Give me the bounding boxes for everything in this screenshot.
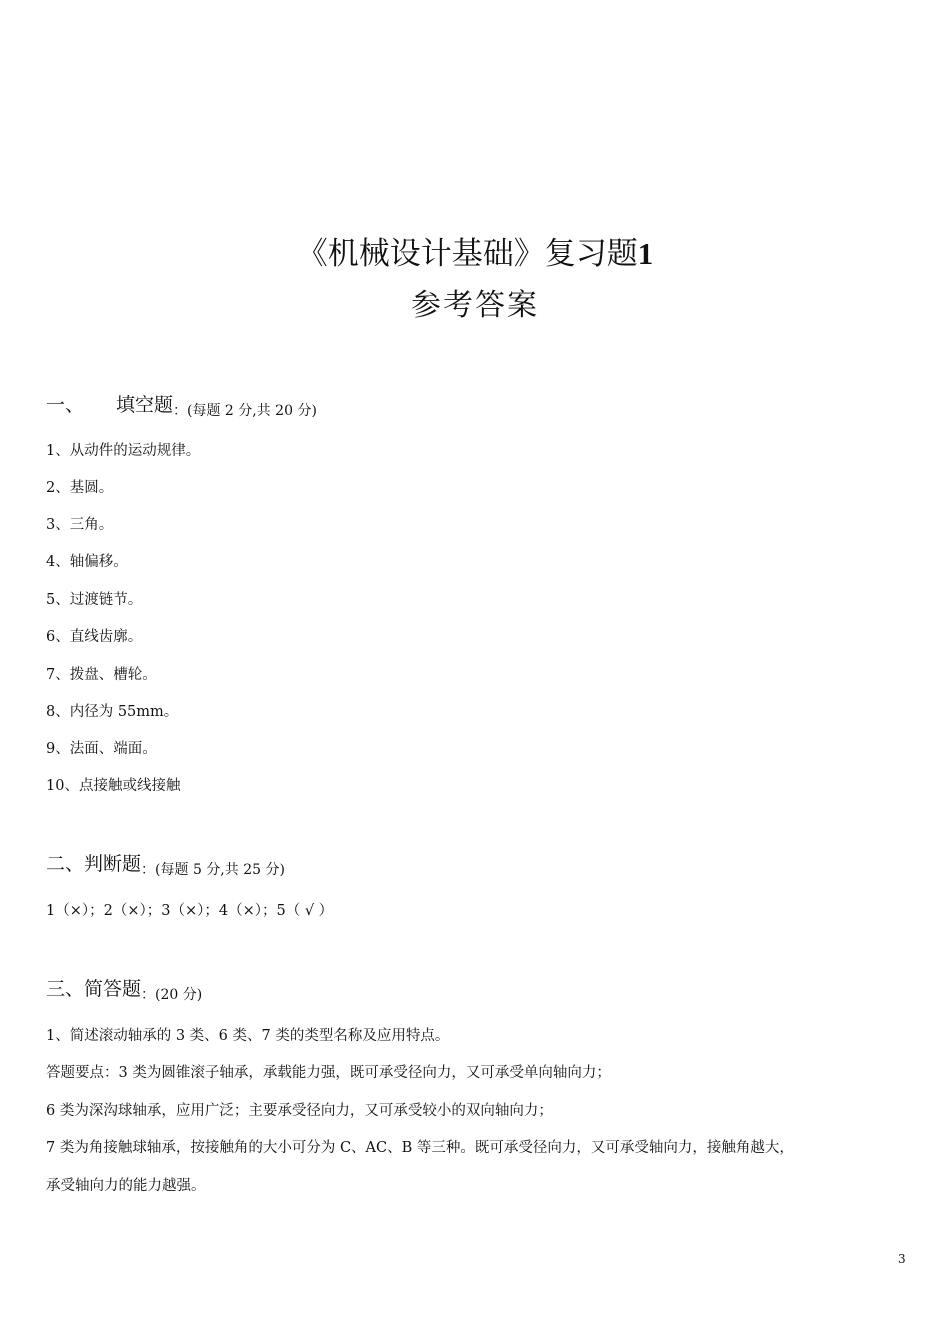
section-title: 判断题 <box>84 853 142 875</box>
section-number: 一、 <box>46 394 85 416</box>
section-heading-fill-blank <box>46 392 317 424</box>
answer-line: 6、直线齿廓。 <box>46 629 143 645</box>
answer-line: 承受轴向力的能力越强。 <box>46 1178 206 1194</box>
section-note: ：(每题 2 分,共 20 分) <box>173 403 317 419</box>
section-number: 二、 <box>46 853 85 875</box>
question-line: 1、简述滚动轴承的 3 类、6 类、7 类的类型名称及应用特点。 <box>46 1028 450 1044</box>
answer-line: 8、内径为 55mm。 <box>46 704 179 720</box>
answer-line: 4、轴偏移。 <box>46 554 128 570</box>
section-heading-true-false <box>46 851 285 883</box>
section-number: 三、 <box>46 978 85 1000</box>
section-heading-short-answer <box>46 976 202 1008</box>
answer-line: 3、三角。 <box>46 517 114 533</box>
section-title: 简答题 <box>84 978 142 1000</box>
section-title: 填空题 <box>116 394 174 416</box>
answer-line: 1、从动件的运动规律。 <box>46 443 201 459</box>
answer-line: 1（×）；2（×）；3（×）；4（×）；5（ √ ） <box>46 903 334 919</box>
answer-line: 答题要点：3 类为圆锥滚子轴承，承载能力强，既可承受径向力，又可承受单向轴向力； <box>46 1065 611 1081</box>
answer-line: 6 类为深沟球轴承，应用广泛；主要承受径向力，又可承受较小的双向轴向力； <box>46 1103 553 1119</box>
answer-line: 10、点接触或线接触 <box>46 778 181 794</box>
answer-line: 9、法面、端面。 <box>46 741 157 757</box>
answer-line: 7、拨盘、槽轮。 <box>46 667 157 683</box>
answer-line: 2、基圆。 <box>46 480 114 496</box>
answer-line: 5、过渡链节。 <box>46 592 143 608</box>
document-subtitle: 参考答案 <box>411 288 539 323</box>
page-number: 3 <box>898 1252 906 1266</box>
answer-line: 7 类为角接触球轴承，按接触角的大小可分为 C、AC、B 等三种。既可承受径向力，又可承受轴向力，接触角越大， <box>46 1140 794 1156</box>
section-note: ：(20 分) <box>141 987 203 1003</box>
title-text: 《机械设计基础》复习题 <box>296 236 638 272</box>
title-number: 1 <box>637 236 654 271</box>
document-title <box>0 232 950 276</box>
section-note: ：(每题 5 分,共 25 分) <box>141 862 285 878</box>
